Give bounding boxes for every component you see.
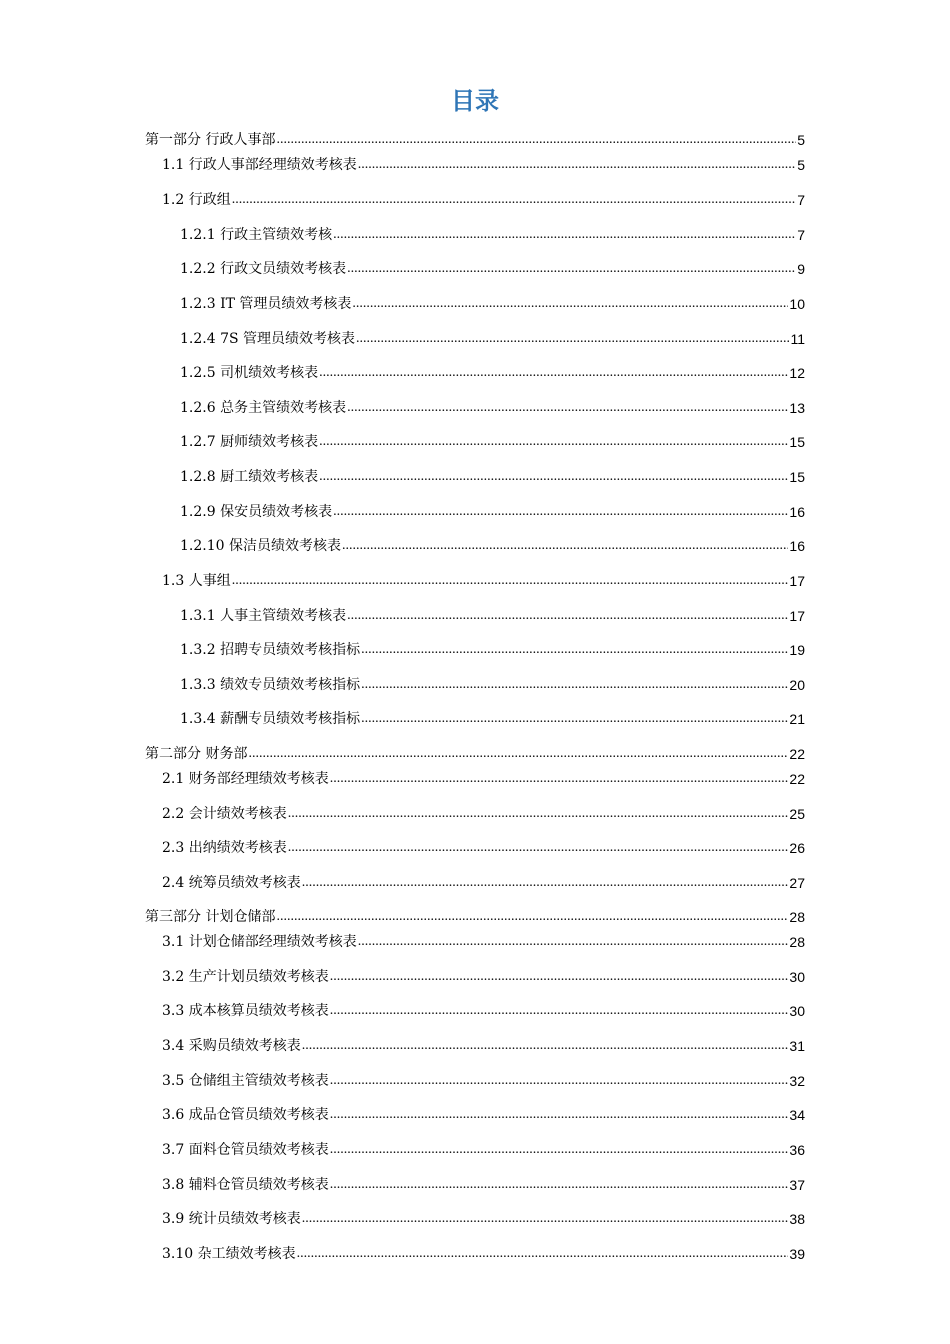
toc-entry-label: 3.10 杂工绩效考核表: [162, 1246, 296, 1262]
toc-page-number: 39: [789, 1246, 805, 1262]
toc-entry-label: 1.2.2 行政文员绩效考核表: [180, 261, 347, 277]
toc-leader-dots: [276, 907, 788, 927]
toc-entry-label: 1.3.3 绩效专员绩效考核指标: [180, 677, 361, 693]
toc-leader-dots: [248, 744, 788, 764]
toc-entry[interactable]: [162, 873, 805, 893]
toc-entry-label: 1.3.1 人事主管绩效考核表: [180, 608, 347, 624]
toc-page-number: 30: [789, 969, 805, 985]
toc-page-number: 12: [789, 365, 805, 381]
toc-page-number: 15: [789, 434, 805, 450]
toc-entry-label: 1.2 行政组: [162, 192, 231, 208]
toc-page-number: 22: [789, 746, 805, 762]
toc-entry[interactable]: [145, 744, 805, 764]
toc-entry[interactable]: [162, 804, 805, 824]
toc-leader-dots: [330, 1140, 789, 1160]
toc-entry[interactable]: [162, 1105, 805, 1125]
toc-leader-dots: [330, 1105, 789, 1125]
toc-page-number: 37: [789, 1177, 805, 1193]
toc-leader-dots: [276, 130, 796, 150]
toc-entry-label: 2.3 出纳绩效考核表: [162, 840, 287, 856]
toc-leader-dots: [361, 709, 788, 729]
toc-entry-label: 2.4 统筹员绩效考核表: [162, 875, 301, 891]
toc-leader-dots: [302, 1209, 789, 1229]
toc-entry[interactable]: [162, 1175, 805, 1195]
toc-page-number: 10: [789, 296, 805, 312]
toc-page-number: 11: [790, 331, 805, 347]
toc-leader-dots: [330, 1071, 789, 1091]
toc-page-number: 30: [789, 1003, 805, 1019]
toc-leader-dots: [352, 294, 788, 314]
toc-entry-label: 1.2.10 保洁员绩效考核表: [180, 538, 341, 554]
toc-page-number: 28: [789, 909, 805, 925]
toc-leader-dots: [319, 467, 788, 487]
toc-page-number: 17: [789, 573, 805, 589]
toc-entry[interactable]: [180, 606, 805, 626]
toc-leader-dots: [347, 398, 788, 418]
toc-entry[interactable]: [180, 398, 805, 418]
toc-entry[interactable]: [162, 155, 805, 175]
toc-leader-dots: [347, 259, 796, 279]
toc-entry-label: 1.2.7 厨师绩效考核表: [180, 434, 319, 450]
toc-title: 目录: [451, 87, 499, 115]
toc-entry[interactable]: [162, 571, 805, 591]
toc-entry[interactable]: [180, 225, 805, 245]
toc-leader-dots: [333, 502, 788, 522]
toc-page-number: 13: [789, 400, 805, 416]
toc-entry-label: 第二部分 财务部: [145, 746, 248, 762]
toc-page-number: 5: [797, 157, 805, 173]
toc-entry[interactable]: [162, 1244, 805, 1264]
toc-leader-dots: [319, 363, 788, 383]
toc-entry-label: 1.3 人事组: [162, 573, 231, 589]
toc-leader-dots: [297, 1244, 789, 1264]
toc-entry[interactable]: [180, 294, 805, 314]
toc-leader-dots: [302, 873, 789, 893]
toc-entry[interactable]: [162, 1071, 805, 1091]
toc-entry-label: 3.9 统计员绩效考核表: [162, 1211, 301, 1227]
toc-entry[interactable]: [162, 1001, 805, 1021]
toc-page-number: 25: [789, 806, 805, 822]
toc-entry[interactable]: [180, 329, 805, 349]
toc-leader-dots: [330, 1175, 789, 1195]
toc-entry-label: 3.7 面料仓管员绩效考核表: [162, 1142, 329, 1158]
toc-leader-dots: [342, 536, 788, 556]
toc-page-number: 32: [789, 1073, 805, 1089]
toc-page-number: 7: [797, 227, 805, 243]
toc-page-number: 15: [789, 469, 805, 485]
toc-entry-label: 3.8 辅料仓管员绩效考核表: [162, 1177, 329, 1193]
toc-leader-dots: [347, 606, 788, 626]
toc-entry[interactable]: [180, 467, 805, 487]
toc-page-number: 7: [797, 192, 805, 208]
toc-entry[interactable]: [180, 502, 805, 522]
toc-entry[interactable]: [180, 640, 805, 660]
toc-page-number: 38: [789, 1211, 805, 1227]
toc-entry-label: 第一部分 行政人事部: [145, 132, 276, 148]
toc-entry-label: 3.2 生产计划员绩效考核表: [162, 969, 329, 985]
toc-entry-label: 2.1 财务部经理绩效考核表: [162, 771, 329, 787]
toc-entry[interactable]: [162, 932, 805, 952]
toc-entry-label: 1.2.9 保安员绩效考核表: [180, 504, 333, 520]
toc-page-number: 26: [789, 840, 805, 856]
toc-leader-dots: [232, 571, 789, 591]
toc-page-number: 17: [789, 608, 805, 624]
toc-entry-label: 3.5 仓储组主管绩效考核表: [162, 1073, 329, 1089]
toc-entry[interactable]: [145, 907, 805, 927]
toc-entry[interactable]: [162, 769, 805, 789]
toc-entry-label: 1.1 行政人事部经理绩效考核表: [162, 157, 357, 173]
toc-leader-dots: [358, 155, 796, 175]
toc-leader-dots: [361, 675, 788, 695]
toc-leader-dots: [288, 838, 789, 858]
toc-entry[interactable]: [162, 190, 805, 210]
toc-entry[interactable]: [162, 838, 805, 858]
toc-entry-label: 1.2.1 行政主管绩效考核: [180, 227, 333, 243]
toc-page-number: 31: [789, 1038, 805, 1054]
toc-entry[interactable]: [180, 675, 805, 695]
toc-entry-label: 3.6 成品仓管员绩效考核表: [162, 1107, 329, 1123]
toc-page-number: 36: [789, 1142, 805, 1158]
toc-leader-dots: [288, 804, 789, 824]
toc-page-number: 16: [789, 538, 805, 554]
toc-page-number: 9: [797, 261, 805, 277]
toc-page-number: 28: [789, 934, 805, 950]
toc-leader-dots: [356, 329, 789, 349]
toc-leader-dots: [302, 1036, 789, 1056]
toc-entry-label: 3.3 成本核算员绩效考核表: [162, 1003, 329, 1019]
toc-entry-label: 1.2.4 7S 管理员绩效考核表: [180, 331, 356, 347]
toc-entry-label: 3.4 采购员绩效考核表: [162, 1038, 301, 1054]
toc-entry[interactable]: [180, 709, 805, 729]
toc-page-number: 34: [789, 1107, 805, 1123]
toc-entry[interactable]: [162, 1209, 805, 1229]
toc-leader-dots: [330, 769, 789, 789]
toc-leader-dots: [333, 225, 796, 245]
toc-entry-label: 1.3.4 薪酬专员绩效考核指标: [180, 711, 361, 727]
toc-entry-label: 3.1 计划仓储部经理绩效考核表: [162, 934, 357, 950]
toc-leader-dots: [330, 1001, 789, 1021]
toc-entry-label: 1.2.5 司机绩效考核表: [180, 365, 319, 381]
toc-entry[interactable]: [180, 432, 805, 452]
toc-entry-label: 第三部分 计划仓储部: [145, 909, 276, 925]
toc-entry-label: 2.2 会计绩效考核表: [162, 806, 287, 822]
toc-entry-label: 1.2.8 厨工绩效考核表: [180, 469, 319, 485]
toc-page-number: 21: [789, 711, 805, 727]
toc-leader-dots: [232, 190, 796, 210]
toc-entry[interactable]: [180, 536, 805, 556]
toc-entry[interactable]: [162, 967, 805, 987]
toc-entry[interactable]: [180, 259, 805, 279]
toc-entry-label: 1.3.2 招聘专员绩效考核指标: [180, 642, 361, 658]
toc-page-number: 22: [789, 771, 805, 787]
toc-entry-label: 1.2.3 IT 管理员绩效考核表: [180, 296, 352, 312]
toc-entry[interactable]: [180, 363, 805, 383]
toc-page-number: 20: [789, 677, 805, 693]
toc-page-number: 27: [789, 875, 805, 891]
toc-entry[interactable]: [162, 1036, 805, 1056]
toc-leader-dots: [358, 932, 789, 952]
toc-leader-dots: [361, 640, 788, 660]
toc-leader-dots: [330, 967, 789, 987]
toc-leader-dots: [319, 432, 788, 452]
toc-entry[interactable]: [162, 1140, 805, 1160]
toc-entry-label: 1.2.6 总务主管绩效考核表: [180, 400, 347, 416]
toc-page-number: 16: [789, 504, 805, 520]
toc-page-number: 5: [797, 132, 805, 148]
toc-entry[interactable]: [145, 130, 805, 150]
toc-page-number: 19: [789, 642, 805, 658]
